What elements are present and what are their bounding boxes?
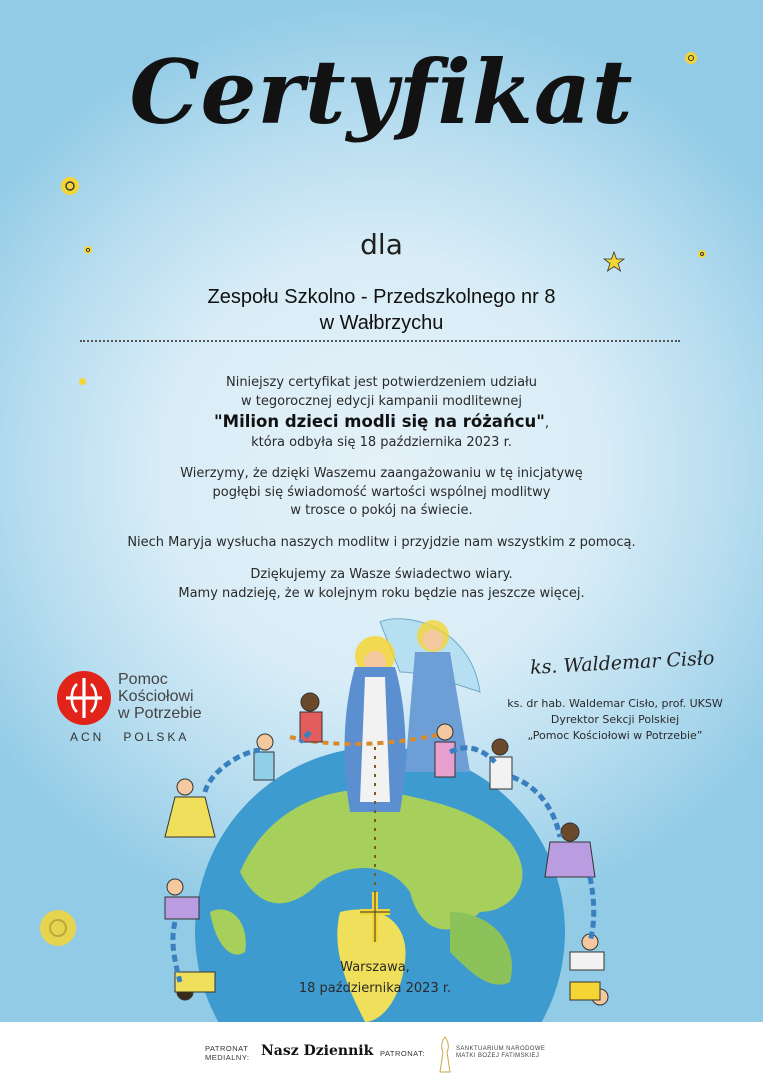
acn-country: POLSKA [123,730,190,744]
recipient [0,284,763,336]
paragraph-line: Mamy nadzieję, że w kolejnym roku będzie nas jeszcze więcej. [178,585,585,601]
logo-line: Kościołowi [118,688,194,705]
paragraph-line: która odbyła się 18 października 2023 r. [251,434,512,450]
paragraph-line: Wierzymy, że dzięki Waszemu zaangażowaniu w tę inicjatywę [180,466,583,481]
date: 18 października 2023 r. [298,981,452,996]
acn-cross-icon [56,670,112,726]
acn-abbr: ACN [70,730,105,744]
comma: , [544,416,549,431]
paragraph-belief [0,465,763,521]
paragraph-participation [0,374,763,452]
signatory [470,696,760,744]
paragraph-line: w tegorocznej edycji kampanii modlitewnej [241,393,522,409]
campaign-name: "Milion dzieci modli się na różańcu" [214,412,545,431]
dotted-divider [80,340,680,342]
paragraph-line: Niniejszy certyfikat jest potwierdzeniem udziału [225,375,537,390]
fatima-icon [436,1034,454,1074]
for-word: dla [360,228,403,261]
recipient-line-1: Zespołu Szkolno - Przedszkolnego nr 8 [207,286,556,308]
sanctuary-name [456,1046,545,1060]
paragraph-thanks [0,566,763,603]
logo-line: Pomoc [118,671,168,688]
paragraph-line: pogłębi się świadomość wartości wspólnej modlitwy [212,484,551,500]
recipient-line-2: w Wałbrzychu [319,312,444,334]
sanctuary-line: MATKI BOŻEJ FATIMSKIEJ [456,1053,540,1059]
media-patron-label [205,1044,250,1062]
place-date [260,957,490,999]
label-line: MEDIALNY: [205,1053,250,1062]
signatory-organization: „Pomoc Kościołowi w Potrzebie” [527,729,703,742]
logo-line: w Potrzebie [118,705,202,722]
place: Warszawa, [340,960,410,975]
star-icon [58,174,82,198]
signatory-role: Dyrektor Sekcji Polskiej [550,713,680,726]
paragraph-line: Dziękujemy za Wasze świadectwo wiary. [250,567,513,582]
paragraph-line: w trosce o pokój na świecie. [290,503,473,518]
sanctuary-line: SANKTUARIUM NARODOWE [456,1046,546,1052]
paragraph-prayer [0,534,763,553]
paragraph-line: Niech Maryja wysłucha naszych modlitw i przyjdzie nam wszystkim z pomocą. [127,535,636,550]
signatory-name: ks. dr hab. Waldemar Cisło, prof. UKSW [507,697,723,710]
certificate-title: Certyfikat [129,40,634,144]
handwritten-signature: ks. Waldemar Cisło [529,647,715,679]
nasz-dziennik-logo: Nasz Dziennik [261,1043,374,1059]
label-line: PATRONAT [205,1044,249,1053]
patron-label: PATRONAT: [380,1049,425,1058]
star-icon [36,906,80,950]
